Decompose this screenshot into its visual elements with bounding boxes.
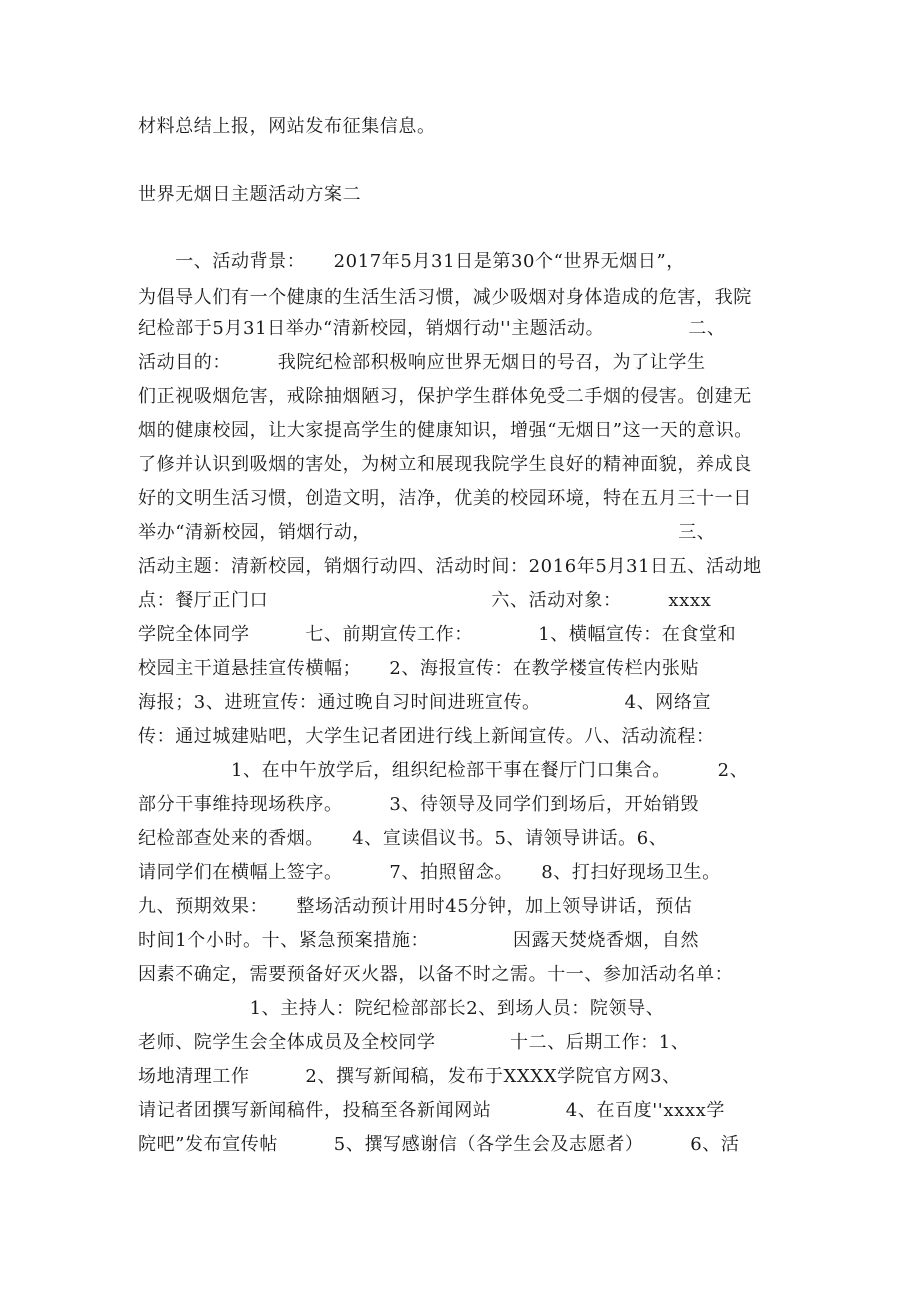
body-line: 举办“清新校园，销烟行动， 三、 [138,522,716,543]
body-line: 请同学们在横幅上签字。 7、拍照留念。 8、打扫好现场卫生。 [138,862,721,883]
body-line: 好的文明生活习惯，创造文明，洁净，优美的校园环境，特在五月三十一日 [138,488,752,509]
body-line: 为倡导人们有一个健康的生活生活习惯，减少吸烟对身体造成的危害，我院 [138,287,752,308]
body-line: 一、活动背景： 2017年5月31日是第30个“世界无烟日”， [138,251,685,272]
body-line: 时间1个小时。十、紧急预案措施： 因露天焚烧香烟，自然 [138,930,700,951]
body-line: 部分干事维持现场秩序。 3、待领导及同学们到场后，开始销毁 [138,794,700,815]
body-line: 纪检部查处来的香烟。 4、宣读倡议书。5、请领导讲话。6、 [138,828,668,849]
body-line: 传：通过城建贴吧，大学生记者团进行线上新闻宣传。八、活动流程： [138,726,715,747]
body-line: 九、预期效果： 整场活动预计用时45分钟，加上领导讲话，预估 [138,896,693,917]
body-line: 老师、院学生会全体成员及全校同学 十二、后期工作：1、 [138,1032,690,1053]
body-line: 活动目的： 我院纪检部积极响应世界无烟日的号召，为了让学生 [138,352,706,373]
body-line: 点：餐厅正门口 六、活动对象： xxxx [138,590,712,611]
section-title: 世界无烟日主题活动方案二 [138,184,362,205]
body-line: 院吧”发布宣传帖 5、撰写感谢信（各学生会及志愿者） 6、活 [138,1134,740,1155]
body-line: 校园主干道悬挂宣传横幅； 2、海报宣传：在教学楼宣传栏内张贴 [138,658,700,679]
body-line: 场地清理工作 2、撰写新闻稿，发布于XXXX学院官方网3、 [138,1066,681,1087]
body-line: 1、在中午放学后，组织纪检部干事在餐厅门口集合。 2、 [138,760,749,781]
body-line: 请记者团撰写新闻稿件，投稿至各新闻网站 4、在百度''xxxx学 [138,1100,725,1121]
body-line: 海报；3、进班宣传：通过晚自习时间进班宣传。 4、网络宣 [138,692,712,713]
body-line: 1、主持人：院纪检部部长2、到场人员：院领导、 [138,998,665,1019]
body-line: 纪检部于5月31日举办“清新校园，销烟行动''主题活动。 二、 [138,318,726,339]
intro-tail-text: 材料总结上报，网站发布征集信息。 [138,116,436,137]
body-line: 们正视吸烟危害，戒除抽烟陋习，保护学生群体免受二手烟的侵害。创建无 [138,386,752,407]
body-line: 因素不确定，需要预备好灭火器，以备不时之需。十一、参加活动名单： [138,964,734,985]
body-line: 学院全体同学 七、前期宣传工作： 1、横幅宣传：在食堂和 [138,624,737,645]
body-line: 烟的健康校园，让大家提高学生的健康知识，增强“无烟日”这一天的意识。 [138,420,753,441]
body-line: 活动主题：清新校园，销烟行动四、活动时间：2016年5月31日五、活动地 [138,556,762,577]
body-line: 了修并认识到吸烟的害处，为树立和展现我院学生良好的精神面貌，养成良 [138,454,752,475]
